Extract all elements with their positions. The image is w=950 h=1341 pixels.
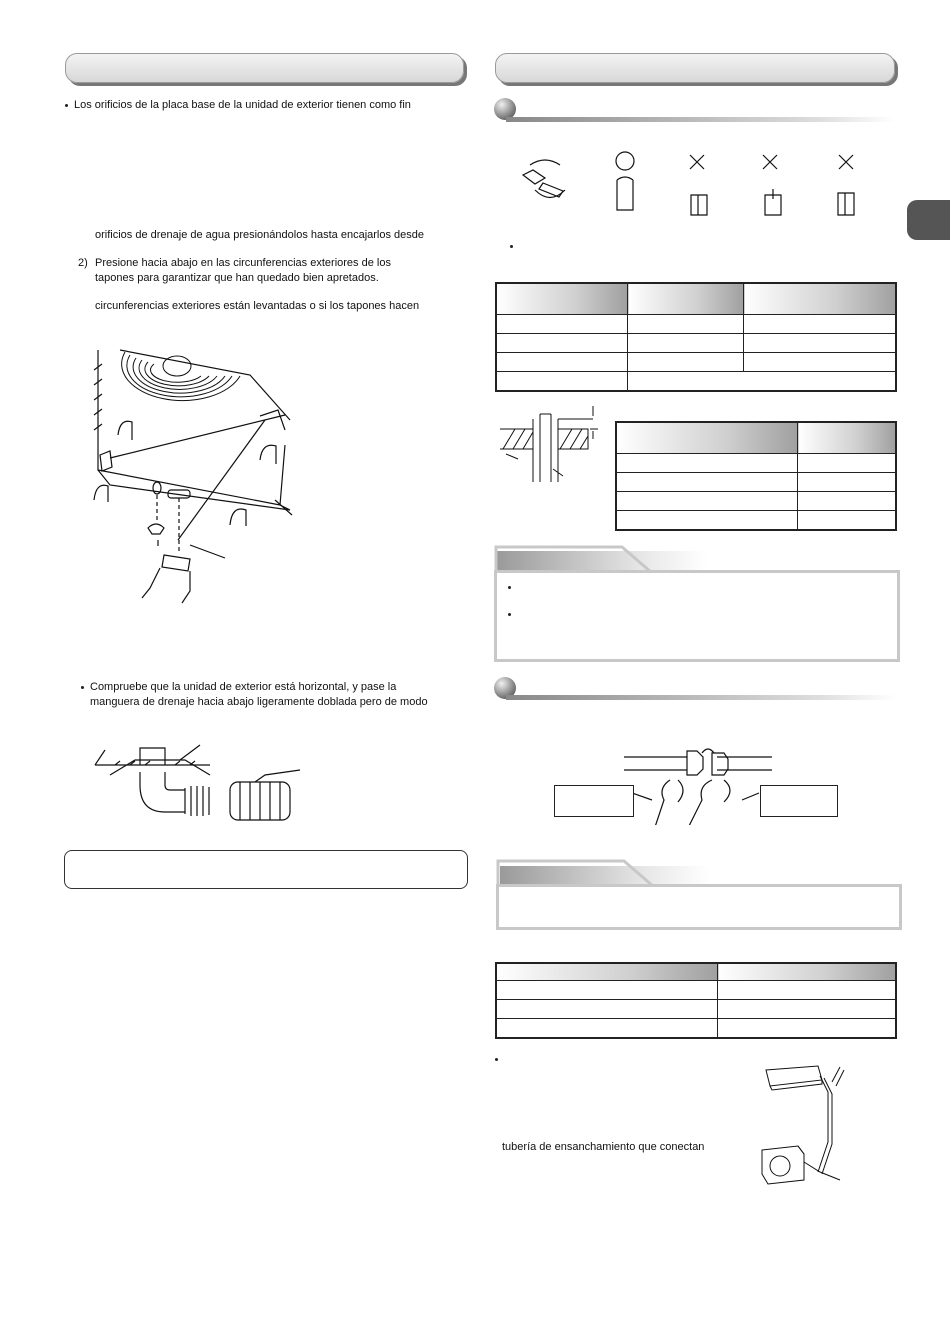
- section-rule: [506, 117, 896, 122]
- flare-cross-section: [498, 404, 608, 484]
- bullet: [510, 245, 513, 248]
- left-note-box: [64, 850, 468, 889]
- step-number: 2): [78, 257, 88, 269]
- drain-hose-diagram: [85, 740, 305, 830]
- pipe-cut-examples: [515, 145, 865, 220]
- flare-dimensions-table: [495, 282, 897, 392]
- chapter-tab: [907, 200, 950, 240]
- torque-table: [615, 421, 897, 531]
- wrench-label-right: [760, 785, 838, 817]
- step2-line1: Presione hacia abajo en las circunferencias exteriores de los: [95, 257, 391, 269]
- pipe-size-table: [495, 962, 897, 1039]
- step2-line3: circunferencias exteriores están levantadas o si los tapones hacen: [95, 300, 420, 312]
- caution-box: [496, 884, 902, 930]
- right-section-header: [495, 53, 895, 83]
- caution-box: [494, 570, 900, 662]
- bullet: [495, 1058, 498, 1061]
- horizontal-check-line1: Compruebe que la unidad de exterior está horizontal, y pase la: [90, 681, 397, 693]
- left-section-header: [65, 53, 464, 83]
- step2-line2: tapones para garantizar que han quedado bien apretados.: [95, 272, 379, 284]
- bullet: [508, 613, 511, 616]
- bullet: [65, 104, 68, 107]
- indoor-outdoor-units-diagram: [760, 1062, 850, 1192]
- bullet: [508, 586, 511, 589]
- intro-paragraph: Los orificios de la placa base de la unidad de exterior tienen como fin: [74, 99, 411, 111]
- drain-holes-text: orificios de drenaje de agua presionándolos hasta encajarlos desde: [95, 229, 425, 241]
- horizontal-check-line2: manguera de drenaje hacia abajo ligeramente doblada pero de modo: [90, 696, 428, 708]
- flare-pipe-text: tubería de ensanchamiento que conectan: [502, 1141, 705, 1153]
- section-rule: [506, 695, 896, 700]
- wrench-label-left: [554, 785, 634, 817]
- outdoor-unit-base-diagram: [80, 330, 320, 610]
- bullet: [81, 686, 84, 689]
